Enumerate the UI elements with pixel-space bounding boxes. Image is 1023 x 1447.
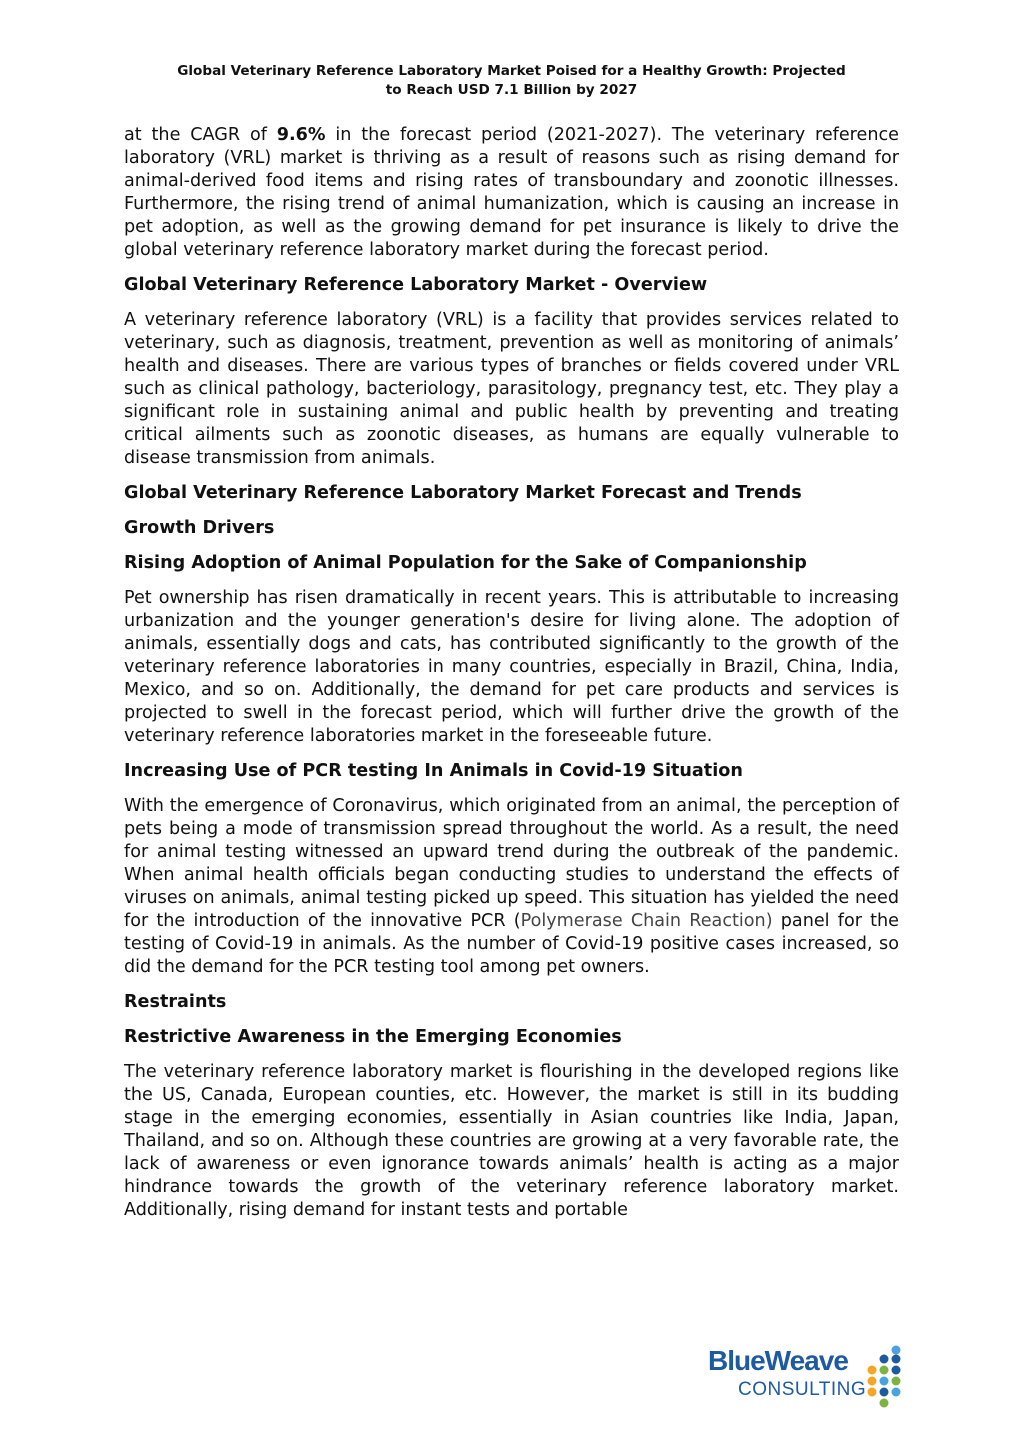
overview-heading: Global Veterinary Reference Laboratory Market - Overview [124, 275, 708, 295]
overview-paragraph: A veterinary reference laboratory (VRL) is a facility that provides services related to veterinary, such as diagnosis, treatment, prevention as well as monitoring of animals’ health and diseases. There are various types of branches or fields covered under VRL such as clinical pathology, bacteriology, parasitology, pregnancy test, etc. They play a significant role in sustaining animal and public health by preventing and treating critical ailments such as zoonotic diseases, as humans are equally vulnerable to disease transmission from animals. [124, 310, 899, 468]
header-title-line1: Global Veterinary Reference Laboratory Market Poised for a Healthy Growth: Projected [177, 63, 846, 79]
pcr-link[interactable]: Polymerase Chain Reaction) [520, 911, 773, 931]
header-title-line2: to Reach USD 7.1 Billion by 2027 [385, 82, 638, 98]
pcr-text-after: panel for the testing of Covid-19 in animals. As the number of Covid-19 positive cases increased, so did the demand for the PCR testing tool among pet owners. [124, 911, 900, 977]
pcr-text-before: With the emergence of Coronavirus, which originated from an animal, the perception of pets being a mode of transmission spread throughout the world. As a result, the need for animal testing witnessed an upward trend during the outbreak of the pandemic. When animal health officials began conducting studies to understand the effects of viruses on animals, animal testing picked up speed. This situation has yielded the need for the introduction of the innovative PCR ( [124, 796, 899, 931]
logo-brand: BlueWeave [708, 1345, 848, 1376]
awareness-paragraph: The veterinary reference laboratory market is flourishing in the developed regions like the US, Canada, European counties, etc. However, the market is still in its budding stage in the emerging economies, essentially in Asian countries like India, Japan, Thailand, and so on. Although these countries are growing at a very favorable rate, the lack of awareness or even ignorance towards animals’ health is acting as a major hindrance towards the growth of the veterinary reference laboratory market. Additionally, rising demand for instant tests and portable [124, 1062, 899, 1220]
intro-text-before: at the CAGR of [124, 125, 277, 145]
logo-text [708, 1342, 867, 1402]
adoption-paragraph: Pet ownership has risen dramatically in recent years. This is attributable to increasing urbanization and the younger generation's desire for living alone. The adoption of animals, essentially dogs and cats, has contributed significantly to the growth of the veterinary reference laboratories in many countries, especially in Brazil, China, India, Mexico, and so on. Additionally, the demand for pet care products and services is projected to swell in the forecast period, which will further drive the growth of the veterinary reference laboratories market in the foreseeable future. [124, 588, 899, 746]
restraints-heading: Restraints [124, 992, 227, 1012]
growth-drivers-heading: Growth Drivers [124, 518, 275, 538]
awareness-heading: Restrictive Awareness in the Emerging Economies [124, 1027, 622, 1047]
pcr-heading: Increasing Use of PCR testing In Animals in Covid-19 Situation [124, 761, 743, 781]
intro-paragraph [124, 124, 899, 262]
pcr-paragraph [124, 795, 899, 979]
cagr-value: 9.6% [276, 125, 326, 145]
logo-sub: CONSULTING [738, 1379, 867, 1400]
forecast-heading: Global Veterinary Reference Laboratory Market Forecast and Trends [124, 483, 802, 503]
intro-text-after: in the forecast period (2021-2027). The veterinary reference laboratory (VRL) market is thriving as a result of reasons such as rising demand for animal-derived food items and rising rates of transboundary and zoonotic illnesses. Furthermore, the rising trend of animal humanization, which is causing an increase in pet adoption, as well as the growing demand for pet insurance is likely to drive the global veterinary reference laboratory market during the forecast period. [124, 125, 899, 260]
logo-dots-icon [860, 1344, 908, 1410]
adoption-heading: Rising Adoption of Animal Population for the Sake of Companionship [124, 553, 807, 573]
document-header [120, 62, 903, 100]
blueweave-logo [708, 1342, 908, 1414]
document-body [124, 124, 899, 1234]
